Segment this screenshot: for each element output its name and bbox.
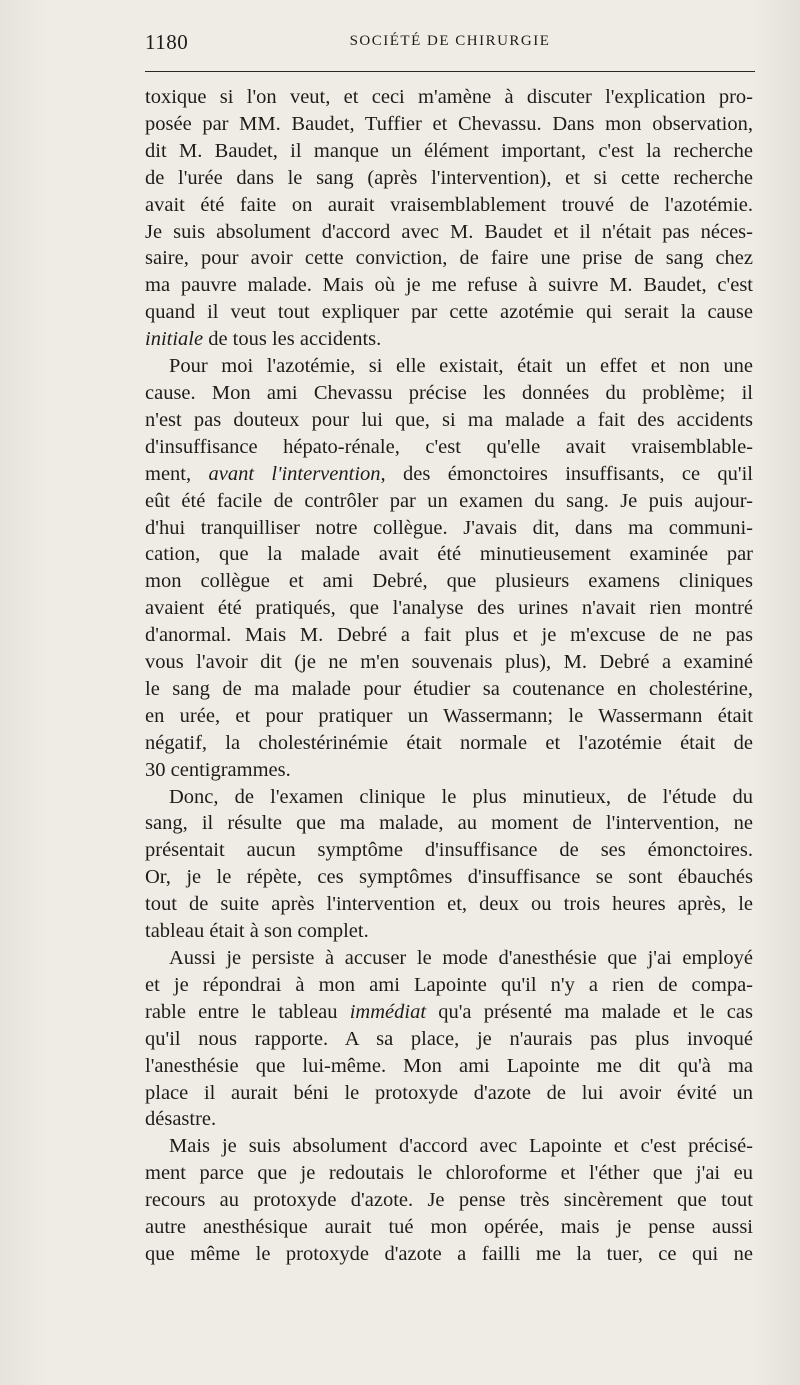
text-line: présentait aucun symptôme d'insuffisance de ses émonctoires. (145, 839, 753, 862)
text-line: d'insuffisance hépato-rénale, c'est qu'elle avait vraisemblable- (145, 435, 753, 458)
text-line: d'hui tranquilliser notre collègue. J'avais dit, dans ma communi- (145, 516, 753, 539)
text-line: l'anesthésie que lui-même. Mon ami Lapointe me dit qu'à ma (145, 1054, 753, 1077)
paragraph-3 (145, 784, 753, 945)
text-line: ma pauvre malade. Mais où je me refuse à suivre M. Baudet, c'est (145, 274, 753, 297)
text-line: mon collègue et ami Debré, que plusieurs examens cliniques (145, 570, 753, 593)
text-line: avait été faite on aurait vraisemblablement trouvé de l'azotémie. (145, 193, 753, 216)
header-rule (145, 71, 755, 72)
text-line: Pour moi l'azotémie, si elle existait, était un effet et non une (169, 355, 753, 378)
text-line: toxique si l'on veut, et ceci m'amène à discuter l'explication pro- (145, 86, 753, 108)
text-line: le sang de ma malade pour étudier sa coutenance en cholestérine, (145, 677, 753, 700)
text-fragment: de tous les accidents. (203, 328, 382, 351)
text-line: et je répondrai à mon ami Lapointe qu'il n'y a rien de compa- (145, 973, 753, 996)
text-line: sang, il résulte que ma malade, au moment de l'intervention, ne (145, 812, 753, 835)
text-line: 30 centigrammes. (145, 758, 291, 781)
text-line: tableau était à son complet. (145, 920, 369, 943)
text-line: en urée, et pour pratiquer un Wassermann; le Wassermann était (145, 704, 753, 727)
text-line: Or, je le répète, ces symptômes d'insuffisance se sont ébauchés (145, 866, 753, 889)
text-line: eût été facile de contrôler par un examen du sang. Je puis aujour- (145, 489, 753, 512)
paragraph-2 (145, 353, 753, 784)
page-number: 1180 (145, 30, 189, 54)
text-line: d'anormal. Mais M. Debré a fait plus et je m'excuse de ne pas (145, 624, 753, 647)
text-line: ment parce que je redoutais le chloroforme et l'éther que j'ai eu (145, 1162, 753, 1185)
paragraph-1 (145, 84, 753, 353)
paragraph-4 (145, 945, 753, 1133)
text-line: cation, que la malade avait été minutieusement examinée par (145, 543, 753, 566)
text-line (145, 326, 753, 353)
text-line: qu'il nous rapporte. A sa place, je n'aurais pas plus invoqué (145, 1027, 753, 1050)
text-line: saire, pour avoir cette conviction, de faire une prise de sang chez (145, 247, 753, 270)
running-head (145, 30, 755, 56)
text-line: posée par MM. Baudet, Tuffier et Chevassu. Dans mon observation, (145, 112, 753, 135)
text-line: dit M. Baudet, il manque un élément important, c'est la recherche (145, 139, 753, 162)
text-line: n'est pas douteux pour lui que, si ma malade a fait des accidents (145, 408, 753, 431)
text-line (145, 461, 753, 488)
italic-term: avant l'intervention (208, 462, 381, 485)
text-line: Mais je suis absolument d'accord avec Lapointe et c'est précisé- (169, 1135, 753, 1158)
text-line: cause. Mon ami Chevassu précise les données du problème; il (145, 381, 753, 404)
text-fragment: ment, (145, 462, 209, 485)
text-line: Aussi je persiste à accuser le mode d'anesthésie que j'ai employé (169, 947, 753, 969)
text-line: vous l'avoir dit (je ne m'en souvenais plus), M. Debré a examiné (145, 651, 753, 674)
text-line: quand il veut tout expliquer par cette azotémie qui serait la cause (145, 301, 753, 324)
text-line: autre anesthésique aurait tué mon opérée, mais je pense aussi (145, 1216, 753, 1239)
text-line: que même le protoxyde d'azote a failli me la tuer, ce qui ne (145, 1242, 753, 1265)
body-text (145, 84, 753, 1268)
text-fragment: , des émonctoires insuffisants, ce qu'il (380, 462, 754, 485)
text-line: place il aurait béni le protoxyde d'azote de lui avoir évité un (145, 1081, 753, 1104)
text-line: tout de suite après l'intervention et, deux ou trois heures après, le (145, 893, 753, 916)
text-line: désastre. (145, 1108, 217, 1131)
text-fragment: qu'a présenté ma malade et le cas (426, 1000, 753, 1023)
text-line: recours au protoxyde d'azote. Je pense très sincèrement que tout (145, 1189, 753, 1212)
text-line: Donc, de l'examen clinique le plus minutieux, de l'étude du (169, 785, 753, 808)
running-title: SOCIÉTÉ DE CHIRURGIE (349, 33, 551, 49)
text-line: de l'urée dans le sang (après l'intervention), et si cette recherche (145, 166, 753, 189)
text-fragment: rable entre le tableau (145, 1000, 350, 1023)
text-line: négatif, la cholestérinémie était normale et l'azotémie était de (145, 731, 753, 754)
text-line: Je suis absolument d'accord avec M. Baudet et il n'était pas néces- (145, 220, 753, 243)
paragraph-5 (145, 1133, 753, 1268)
italic-term: immédiat (349, 1000, 427, 1023)
text-line (145, 999, 753, 1026)
italic-term: initiale (145, 328, 204, 351)
text-line: avaient été pratiqués, que l'analyse des urines n'avait rien montré (145, 597, 753, 620)
